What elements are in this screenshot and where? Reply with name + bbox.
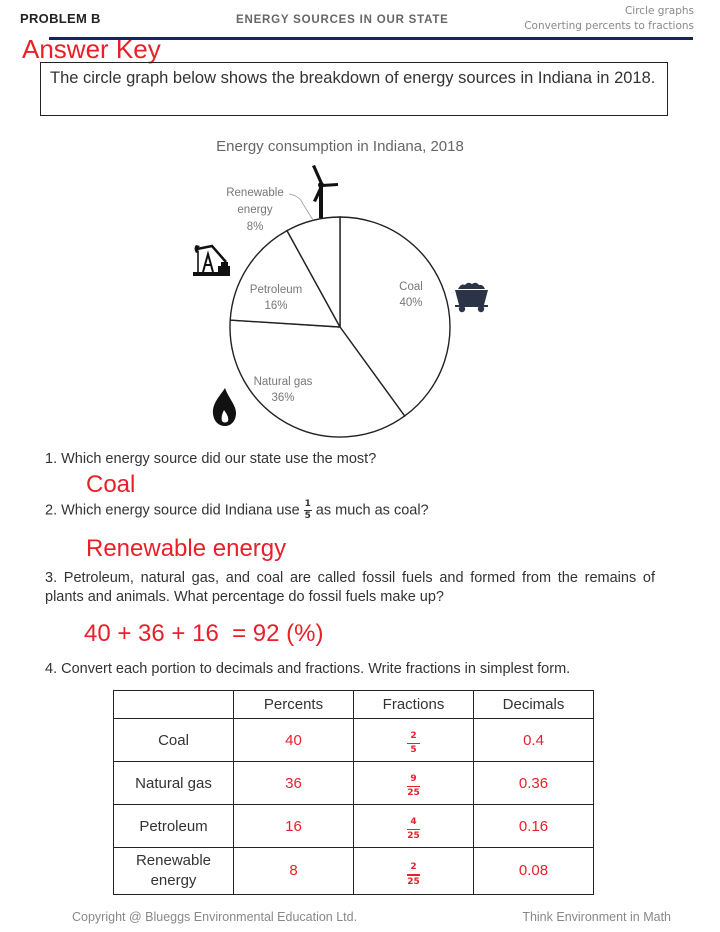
fraction-bar [407,874,420,876]
source-cell: Petroleum [114,805,234,848]
source-cell: Coal [114,719,234,762]
decimal-cell: 0.16 [474,805,594,848]
conversion-table [113,690,594,895]
header-cell-decimals: Decimals [474,691,594,719]
question-2-text-after: as much as coal? [315,502,429,519]
answer-2: Renewable energy [86,535,287,562]
source-line-2: energy [150,872,197,889]
header-cell-percents: Percents [234,691,354,719]
footer-copyright: Copyright @ Blueggs Environmental Education Ltd. [72,910,358,924]
problem-label: PROBLEM B [20,11,101,26]
topic-line-1: Circle graphs [624,5,694,17]
slice-label-coal-value: 40% [399,297,423,309]
table-row [114,848,594,895]
header-cell-empty [114,691,234,719]
slice-label-renewable-line2: energy [237,204,273,216]
fraction-cell [354,719,474,762]
slice-label-renewable-value: 8% [246,221,264,233]
fraction-numerator: 2 [410,862,417,873]
percent-cell: 16 [234,805,354,848]
table-row [114,719,594,762]
percent-cell: 40 [234,719,354,762]
intro-text: The circle graph below shows the breakdown of energy sources in Indiana in 2018. [50,69,656,87]
fraction-denominator: 5 [410,745,417,756]
wind-turbine-icon [312,165,338,218]
slice-label-petroleum-name: Petroleum [249,284,303,296]
slice-label-coal-name: Coal [399,281,423,293]
percent-cell: 8 [234,848,354,895]
source-line-1: Renewable [135,852,212,869]
fraction-cell [354,848,474,895]
table-row [114,805,594,848]
fraction-denominator: 25 [407,876,420,887]
answer-1: Coal [86,471,136,498]
fraction-bar [407,743,420,745]
decimal-cell: 0.36 [474,762,594,805]
fraction-denominator: 25 [407,831,420,842]
question-1: 1. Which energy source did our state use the most? [45,451,377,467]
flame-icon [213,388,236,426]
source-cell [114,848,234,895]
slice-label-natural-gas-name: Natural gas [253,376,313,388]
fraction-numerator: 1 [304,499,311,509]
answer-key-label: Answer Key [22,34,161,64]
question-2-fraction [304,500,312,521]
percent-cell: 36 [234,762,354,805]
fraction-cell [354,805,474,848]
source-cell: Natural gas [114,762,234,805]
fraction-numerator: 2 [410,730,417,741]
decimal-cell: 0.08 [474,848,594,895]
oil-pump-icon [193,245,230,276]
fraction-bar [407,786,420,788]
slice-label-petroleum-value: 16% [264,300,288,312]
slice-label-natural-gas-value: 36% [271,392,295,404]
question-2-text-before: 2. Which energy source did Indiana use [45,502,300,519]
coal-cart-icon [455,283,488,312]
question-2 [45,500,429,521]
footer-tagline: Think Environment in Math [522,910,671,924]
answer-3: 40 + 36 + 16 = 92 (%) [84,620,324,647]
question-4: 4. Convert each portion to decimals and fractions. Write fractions in simplest form. [45,661,571,677]
renewable-leader-line [289,194,313,220]
table-header-row [114,691,594,719]
fraction-denominator: 25 [407,788,420,799]
section-title: ENERGY SOURCES IN OUR STATE [236,14,449,26]
chart-title: Energy consumption in Indiana, 2018 [216,138,464,155]
fraction-cell [354,762,474,805]
header-cell-fractions: Fractions [354,691,474,719]
question-3: 3. Petroleum, natural gas, and coal are called fossil fuels and formed from the remains of plants and animals. What percentage do fossil fuels make up? [45,570,655,605]
slice-label-renewable-line1: Renewable [226,187,284,199]
decimal-cell: 0.4 [474,719,594,762]
topic-line-2: Converting percents to fractions [524,20,694,32]
fraction-numerator: 9 [410,773,417,784]
table-row [114,762,594,805]
fraction-bar [407,829,420,831]
fraction-denominator: 5 [304,511,311,522]
fraction-numerator: 4 [410,816,417,827]
